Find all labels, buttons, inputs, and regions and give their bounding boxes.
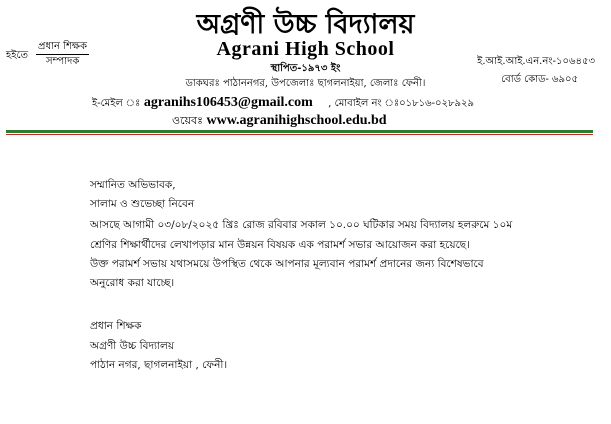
school-title-bangla: অগ্রণী উচ্চ বিদ্যালয় bbox=[196, 9, 415, 40]
greeting: সালাম ও শুভেচ্ছা নিবেন bbox=[90, 198, 195, 210]
school-address: ডাকঘরঃ পাঠাননগর, উপজেলাঃ ছাগলনাইয়া, জেলাঃ ফেনী। bbox=[185, 78, 426, 89]
established-year: স্থাপিত-১৯৭৩ ইং bbox=[270, 63, 341, 74]
website-link[interactable]: www.agranihighschool.edu.bd bbox=[206, 113, 387, 128]
signature-address: পাঠান নগর, ছাগলনাইয়া , ফেনী। bbox=[90, 359, 228, 371]
header-divider-red bbox=[6, 134, 593, 135]
body-line: শ্রেণির শিক্ষার্থীদের লেখাপড়ার মান উন্নয়ন বিষয়ক এক পরামর্শ সভার আয়োজন করা হয়েছে। bbox=[90, 239, 470, 251]
sender-role: সম্পাদক bbox=[46, 56, 80, 67]
body-line: আসছে আগামী ০৩/০৮/২০২৫ খ্রিঃ রোজ রবিবার সকাল ১০.০০ ঘটিকার সময় বিদ্যালয় হলরুমে ১০ম bbox=[90, 219, 513, 231]
body-line: অনুরোধ করা যাচ্ছে। bbox=[90, 277, 175, 289]
signature-title: প্রধান শিক্ষক bbox=[90, 320, 142, 332]
email-address[interactable]: agranihs106453@gmail.com bbox=[143, 95, 313, 110]
mobile-number: , মোবাইল নং ঃ০১৮১৬-০২৮৯২৯ bbox=[328, 98, 475, 109]
contact-line bbox=[92, 95, 474, 113]
body-line: উক্ত পরামর্শ সভায় যথাসময়ে উপস্থিত থেকে আপনার মূল্যবান পরামর্শ প্রদানের জন্য বিশেষভাবে bbox=[90, 258, 484, 270]
email-label: ই-মেইল ঃ bbox=[92, 98, 141, 109]
signature-school: অগ্রণী উচ্চ বিদ্যালয় bbox=[90, 340, 175, 352]
sender-designation bbox=[36, 40, 89, 69]
school-title-english: Agrani High School bbox=[216, 38, 395, 60]
website-label: ওয়েবঃ bbox=[172, 114, 203, 127]
sender-title: প্রধান শিক্ষক bbox=[36, 40, 89, 55]
board-code: বোর্ড কোড- ৬৯০৫ bbox=[501, 74, 578, 85]
website-line bbox=[172, 112, 387, 131]
header-divider-green bbox=[6, 130, 593, 133]
salutation: সম্মানিত অভিভাবক, bbox=[90, 179, 176, 191]
from-label: হইতে bbox=[6, 50, 28, 61]
eiin-number: ই.আই.আই.এন.নং-১০৬৪৫৩ bbox=[477, 56, 595, 67]
